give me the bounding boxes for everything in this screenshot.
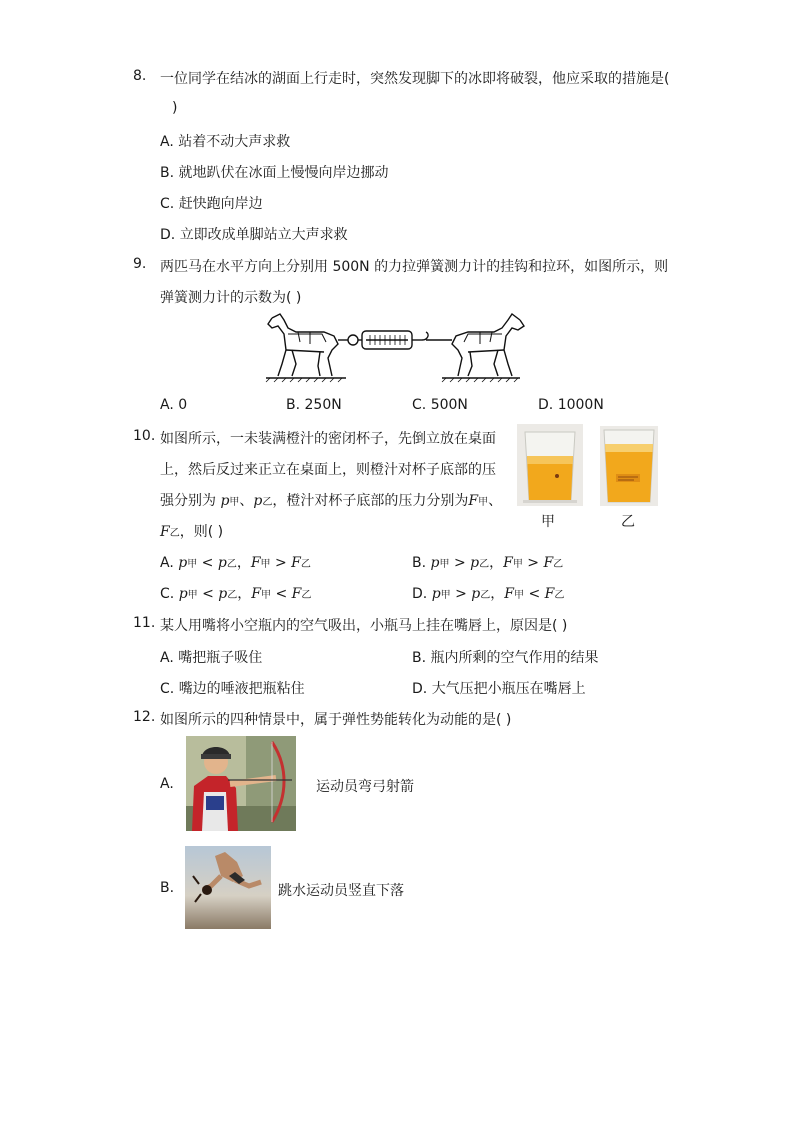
option-a[interactable]: A. 站着不动大声求救 xyxy=(160,134,291,150)
option-a-text: 运动员弯弓射箭 xyxy=(316,779,414,795)
option-d[interactable]: D. 立即改成单脚站立大声求救 xyxy=(160,227,348,243)
option-c[interactable]: C. 赶快跑向岸边 xyxy=(160,196,263,212)
question-stem: 如图所示的四种情景中，属于弹性势能转化为动能的是( ) xyxy=(160,712,512,728)
question-stem: 一位同学在结冰的湖面上行走时，突然发现脚下的冰即将破裂，他应采取的措施是( xyxy=(160,71,670,87)
question-stem-cont: 上，然后反过来正立在桌面上，则橙汁对杯子底部的压 xyxy=(160,462,496,478)
option-d[interactable]: D. 1000N xyxy=(538,397,604,413)
question-stem-cont: ) xyxy=(172,100,178,116)
option-a[interactable]: A. p甲 < p乙，F甲 > F乙 xyxy=(160,555,311,571)
question-number: 8. xyxy=(133,68,147,84)
option-a[interactable]: A. 0 xyxy=(160,397,188,413)
question-number: 12. xyxy=(133,709,156,725)
question-stem-cont: F乙，则( ) xyxy=(160,524,224,540)
option-b-text: 跳水运动员竖直下落 xyxy=(278,883,404,899)
question-stem: 某人用嘴将小空瓶内的空气吸出，小瓶马上挂在嘴唇上，原因是( ) xyxy=(160,618,568,634)
question-stem: 两匹马在水平方向上分别用 500N 的力拉弹簧测力计的挂钩和拉环，如图所示，则 xyxy=(160,259,669,275)
option-b[interactable]: B. 250N xyxy=(286,397,342,413)
question-stem-cont: 强分别为 p甲、p乙，橙汁对杯子底部的压力分别为F甲、 xyxy=(160,493,503,509)
figure-label-b: 乙 xyxy=(621,514,635,530)
cup-photo-b xyxy=(600,426,658,506)
archer-photo xyxy=(186,736,296,831)
question-number: 11. xyxy=(133,615,156,631)
question-number: 9. xyxy=(133,256,147,272)
question-stem-cont: 弹簧测力计的示数为( ) xyxy=(160,290,302,306)
option-c[interactable]: C. 嘴边的唾液把瓶粘住 xyxy=(160,681,305,697)
figure-label-a: 甲 xyxy=(541,514,555,530)
option-a-label[interactable]: A. xyxy=(160,776,174,792)
question-stem: 如图所示，一未装满橙汁的密闭杯子，先倒立放在桌面 xyxy=(160,431,496,447)
option-b[interactable]: B. p甲 > p乙，F甲 > F乙 xyxy=(412,555,564,571)
horses-pulling-spring-scale-figure xyxy=(262,310,532,384)
option-c[interactable]: C. p甲 < p乙，F甲 < F乙 xyxy=(160,586,312,602)
option-c[interactable]: C. 500N xyxy=(412,397,468,413)
option-b-label[interactable]: B. xyxy=(160,880,175,896)
option-d[interactable]: D. 大气压把小瓶压在嘴唇上 xyxy=(412,681,586,697)
cup-photo-a xyxy=(517,424,583,506)
option-b[interactable]: B. 就地趴伏在冰面上慢慢向岸边挪动 xyxy=(160,165,389,181)
diver-photo xyxy=(185,846,271,929)
option-b[interactable]: B. 瓶内所剩的空气作用的结果 xyxy=(412,650,599,666)
option-d[interactable]: D. p甲 > p乙，F甲 < F乙 xyxy=(412,586,565,602)
option-a[interactable]: A. 嘴把瓶子吸住 xyxy=(160,650,263,666)
question-number: 10. xyxy=(133,428,156,444)
